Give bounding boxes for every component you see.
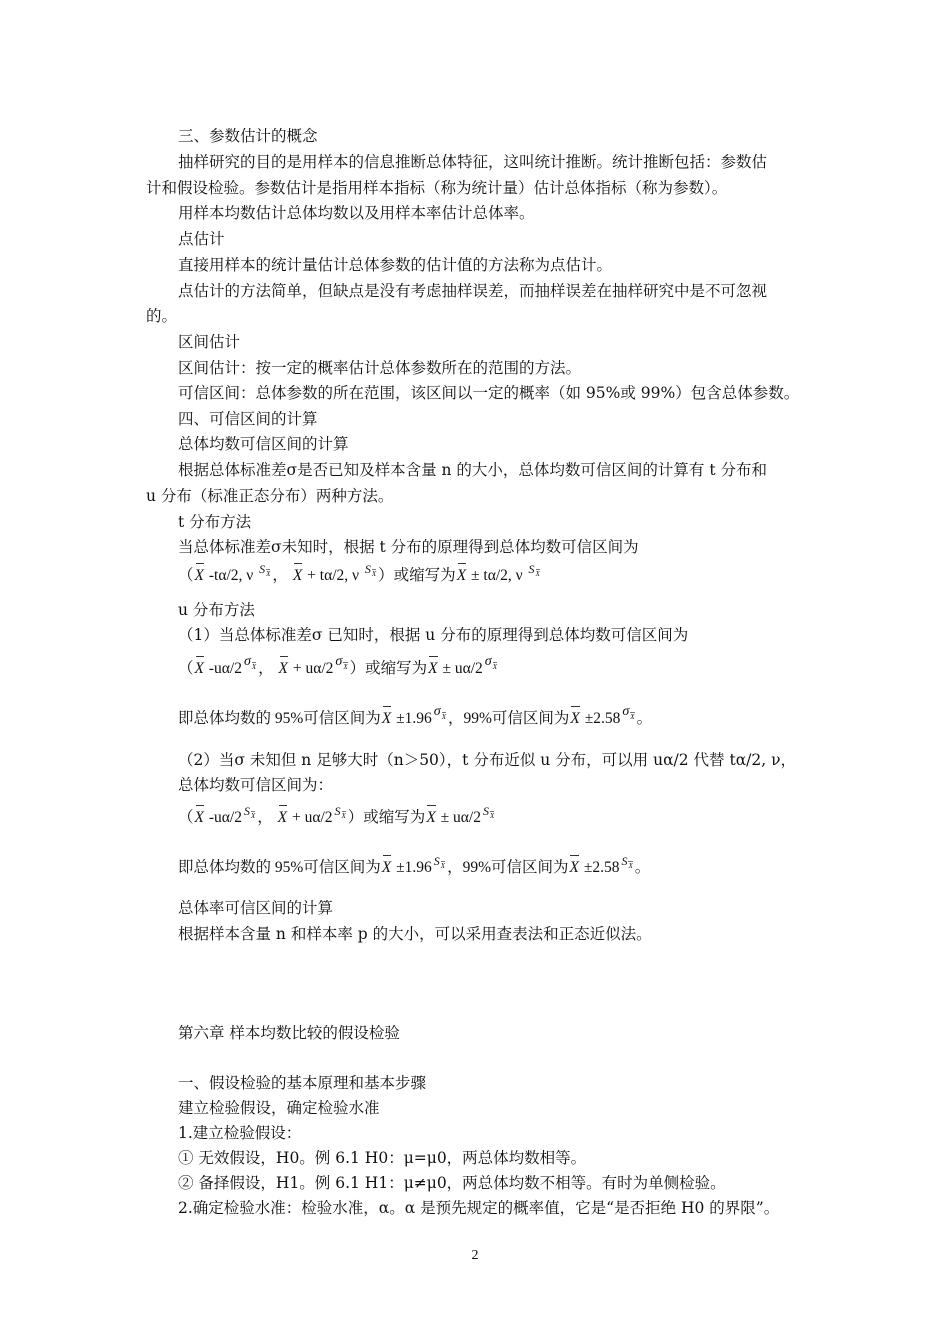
xbar-symbol: X bbox=[426, 809, 436, 826]
formula-text: -uα/2 bbox=[204, 660, 242, 677]
paragraph-line: 用样本均数估计总体均数以及用样本率估计总体率。 bbox=[178, 204, 535, 222]
paragraph-line: 可信区间：总体参数的所在范围，该区间以一定的概率（如 95%或 99%）包含总体参数。 bbox=[178, 384, 800, 402]
paragraph-line: 根据总体标准差σ是否已知及样本含量 n 的大小，总体均数可信区间的计算有 t 分布和 bbox=[178, 461, 768, 479]
xbar-symbol: X bbox=[278, 660, 288, 677]
standard-error-symbol: $S_X$ bbox=[364, 562, 377, 578]
standard-error-symbol: $S_X$ bbox=[482, 804, 495, 820]
formula-text: ± uα/2 bbox=[436, 809, 481, 826]
chapter-title: 第六章 样本均数比较的假设检验 bbox=[178, 1024, 400, 1042]
sigma-symbol: $\sigma_X$ bbox=[335, 654, 348, 671]
formula-text: + uα/2 bbox=[288, 809, 333, 826]
formula-text: -tα/2, ν bbox=[204, 567, 258, 584]
xbar-symbol: X bbox=[381, 710, 392, 727]
formula-text: ±1.96 bbox=[392, 710, 432, 727]
sigma-symbol: $\sigma_X$ bbox=[243, 654, 257, 671]
formula-text: （ bbox=[178, 809, 194, 826]
formula-text: -uα/2 bbox=[204, 809, 242, 826]
xbar-symbol: X bbox=[456, 567, 467, 584]
subheading: 总体率可信区间的计算 bbox=[178, 899, 334, 917]
subheading: 建立检验假设，确定检验水准 bbox=[178, 1099, 380, 1117]
paragraph-line: （2）当σ 未知但 n 足够大时（n＞50），t 分布近似 u 分布，可以用 uα/2 代替 tα/2, ν， bbox=[178, 751, 797, 769]
subheading: 总体均数可信区间的计算 bbox=[178, 435, 349, 453]
standard-error-symbol: $S_X$ bbox=[334, 804, 346, 820]
formula-text: ± tα/2, ν bbox=[467, 567, 527, 584]
formula-text: ±2.58 bbox=[579, 859, 620, 876]
paragraph-line: 根据样本含量 n 和样本率 p 的大小，可以采用查表法和正态近似法。 bbox=[178, 925, 652, 943]
formula-text: ）或缩写为 bbox=[378, 567, 456, 584]
xbar-symbol: X bbox=[277, 809, 288, 826]
formula-u-interval bbox=[178, 654, 499, 685]
subheading: 点估计 bbox=[178, 230, 225, 248]
sigma-symbol: $\sigma_X$ bbox=[622, 704, 635, 721]
xbar-symbol: X bbox=[194, 567, 204, 584]
paragraph-line: u 分布（标准正态分布）两种方法。 bbox=[146, 487, 394, 505]
formula-text: ）或缩写为 bbox=[349, 660, 428, 677]
list-item: ② 备择假设，H1。例 6.1 H1：μ≠μ0，两总体均数不相等。有时为单侧检验。 bbox=[178, 1174, 726, 1192]
formula-text: ， bbox=[257, 809, 273, 826]
formula-text: ）或缩写为 bbox=[347, 809, 426, 826]
formula-text: 即总体均数的 95%可信区间为 bbox=[178, 859, 381, 876]
xbar-symbol: X bbox=[569, 859, 579, 876]
paragraph-line: 点估计的方法简单，但缺点是没有考虑抽样误差，而抽样误差在抽样研究中是不可忽视 bbox=[178, 282, 768, 300]
xbar-symbol: X bbox=[381, 859, 392, 876]
standard-error-symbol: $S_X$ bbox=[259, 562, 271, 578]
paragraph-line: 计和假设检验。参数估计是指用样本指标（称为统计量）估计总体指标（称为参数）。 bbox=[146, 179, 728, 197]
formula-95-99-sigma bbox=[178, 704, 653, 735]
standard-error-symbol: $S_X$ bbox=[243, 804, 256, 820]
paragraph-line: 的。 bbox=[146, 307, 178, 325]
paragraph-line: 抽样研究的目的是用样本的信息推断总体特征，这叫统计推断。统计推断包括：参数估 bbox=[178, 153, 768, 171]
formula-text: ， bbox=[272, 567, 288, 584]
xbar-symbol: X bbox=[292, 567, 303, 584]
paragraph-line: 区间估计：按一定的概率估计总体参数所在的范围的方法。 bbox=[178, 359, 582, 377]
xbar-symbol: X bbox=[194, 809, 204, 826]
section-heading: 三、参数估计的概念 bbox=[178, 127, 318, 145]
formula-text: ， bbox=[258, 660, 274, 677]
formula-text: + uα/2 bbox=[289, 660, 334, 677]
xbar-symbol: X bbox=[570, 710, 580, 727]
subheading: 区间估计 bbox=[178, 333, 241, 351]
formula-text: 。 bbox=[634, 859, 651, 876]
page-number: 2 bbox=[471, 1248, 479, 1263]
formula-text: + tα/2, ν bbox=[303, 567, 363, 584]
formula-text: 。 bbox=[636, 710, 653, 727]
formula-u-interval-s bbox=[178, 804, 496, 833]
subheading: t 分布方法 bbox=[178, 513, 252, 531]
xbar-symbol: X bbox=[428, 660, 438, 677]
subheading: u 分布方法 bbox=[178, 601, 255, 619]
sigma-symbol: $\sigma_X$ bbox=[433, 704, 446, 721]
formula-t-interval bbox=[178, 562, 542, 591]
paragraph-line: 当总体标准差σ未知时，根据 t 分布的原理得到总体均数可信区间为 bbox=[178, 538, 639, 556]
formula-text: （ bbox=[178, 567, 194, 584]
paragraph-line: 总体均数可信区间为： bbox=[178, 776, 334, 794]
standard-error-symbol: $S_X$ bbox=[433, 854, 446, 870]
list-heading: 2.确定检验水准：检验水准，α。α 是预先规定的概率值，它是“是否拒绝 H0 的界限”。 bbox=[178, 1199, 780, 1217]
formula-text: 即总体均数的 95%可信区间为 bbox=[178, 710, 381, 727]
paragraph-line: 直接用样本的统计量估计总体参数的估计值的方法称为点估计。 bbox=[178, 256, 613, 274]
formula-text: ，99%可信区间为 bbox=[447, 710, 570, 727]
formula-text: ±2.58 bbox=[580, 710, 621, 727]
xbar-symbol: X bbox=[194, 660, 204, 677]
formula-text: ± uα/2 bbox=[438, 660, 483, 677]
formula-text: （ bbox=[178, 660, 194, 677]
section-heading: 一、假设检验的基本原理和基本步骤 bbox=[178, 1074, 427, 1092]
section-heading: 四、可信区间的计算 bbox=[178, 410, 318, 428]
formula-95-99-s bbox=[178, 854, 651, 883]
sigma-symbol: $\sigma_X$ bbox=[484, 654, 497, 671]
paragraph-line: （1）当总体标准差σ 已知时，根据 u 分布的原理得到总体均数可信区间为 bbox=[178, 626, 689, 644]
list-item: ① 无效假设，H0。例 6.1 H0：μ=μ0，两总体均数相等。 bbox=[178, 1149, 587, 1167]
list-heading: 1.建立检验假设： bbox=[178, 1124, 302, 1142]
formula-text: ±1.96 bbox=[392, 859, 432, 876]
standard-error-symbol: $S_X$ bbox=[621, 854, 633, 870]
formula-text: ，99%可信区间为 bbox=[447, 859, 569, 876]
standard-error-symbol: $S_X$ bbox=[528, 562, 540, 578]
